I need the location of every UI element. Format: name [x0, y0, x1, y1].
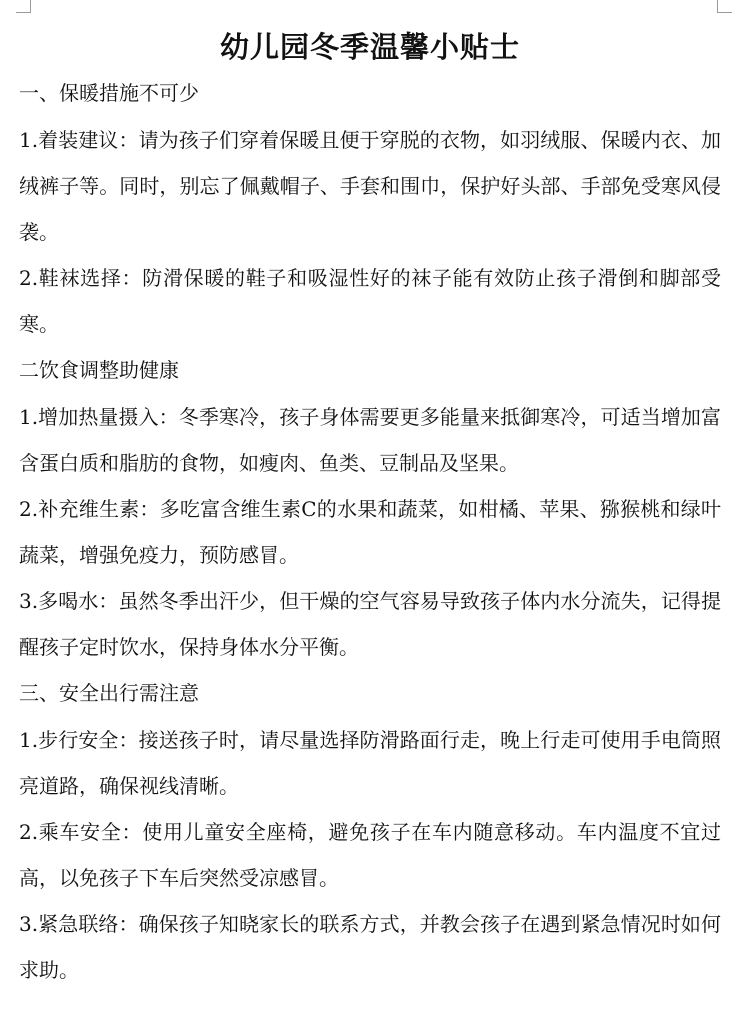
paragraph-riding: 2.乘车安全：使用儿童安全座椅，避免孩子在车内随意移动。车内温度不宜过高，以免孩子下车后突然受凉感冒。	[19, 820, 721, 890]
section-heading: 三、安全出行需注意	[19, 681, 199, 705]
section-safety	[19, 670, 721, 993]
page-crop-mark-right	[717, 0, 732, 13]
paragraph-calories: 1.增加热量摄入：冬季寒冷，孩子身体需要更多能量来抵御寒冷，可适当增加富含蛋白质和脂肪的食物，如瘦肉、鱼类、豆制品及坚果。	[19, 405, 721, 475]
paragraph-vitamins: 2.补充维生素：多吃富含维生素C的水果和蔬菜，如柑橘、苹果、猕猴桃和绿叶蔬菜，增强免疫力，预防感冒。	[19, 497, 721, 567]
paragraph-walking: 1.步行安全：接送孩子时，请尽量选择防滑路面行走，晚上行走可使用手电筒照亮道路，确保视线清晰。	[19, 728, 721, 798]
section-warmth	[19, 70, 721, 347]
section-heading: 二饮食调整助健康	[19, 358, 179, 382]
page-crop-mark-left	[16, 0, 31, 13]
paragraph-emergency: 3.紧急联络：确保孩子知晓家长的联系方式，并教会孩子在遇到紧急情况时如何求助。	[19, 912, 721, 982]
paragraph-footwear: 2.鞋袜选择：防滑保暖的鞋子和吸湿性好的袜子能有效防止孩子滑倒和脚部受寒。	[19, 266, 721, 336]
paragraph-clothing: 1.着装建议：请为孩子们穿着保暖且便于穿脱的衣物，如羽绒服、保暖内衣、加绒裤子等。同时，别忘了佩戴帽子、手套和围巾，保护好头部、手部免受寒风侵袭。	[19, 128, 721, 244]
paragraph-water: 3.多喝水：虽然冬季出汗少，但干燥的空气容易导致孩子体内水分流失，记得提醒孩子定时饮水，保持身体水分平衡。	[19, 589, 721, 659]
document-title: 幼儿园冬季温馨小贴士	[219, 30, 520, 64]
section-diet	[19, 347, 721, 670]
section-heading: 一、保暖措施不可少	[19, 81, 199, 105]
document-page	[19, 24, 721, 993]
